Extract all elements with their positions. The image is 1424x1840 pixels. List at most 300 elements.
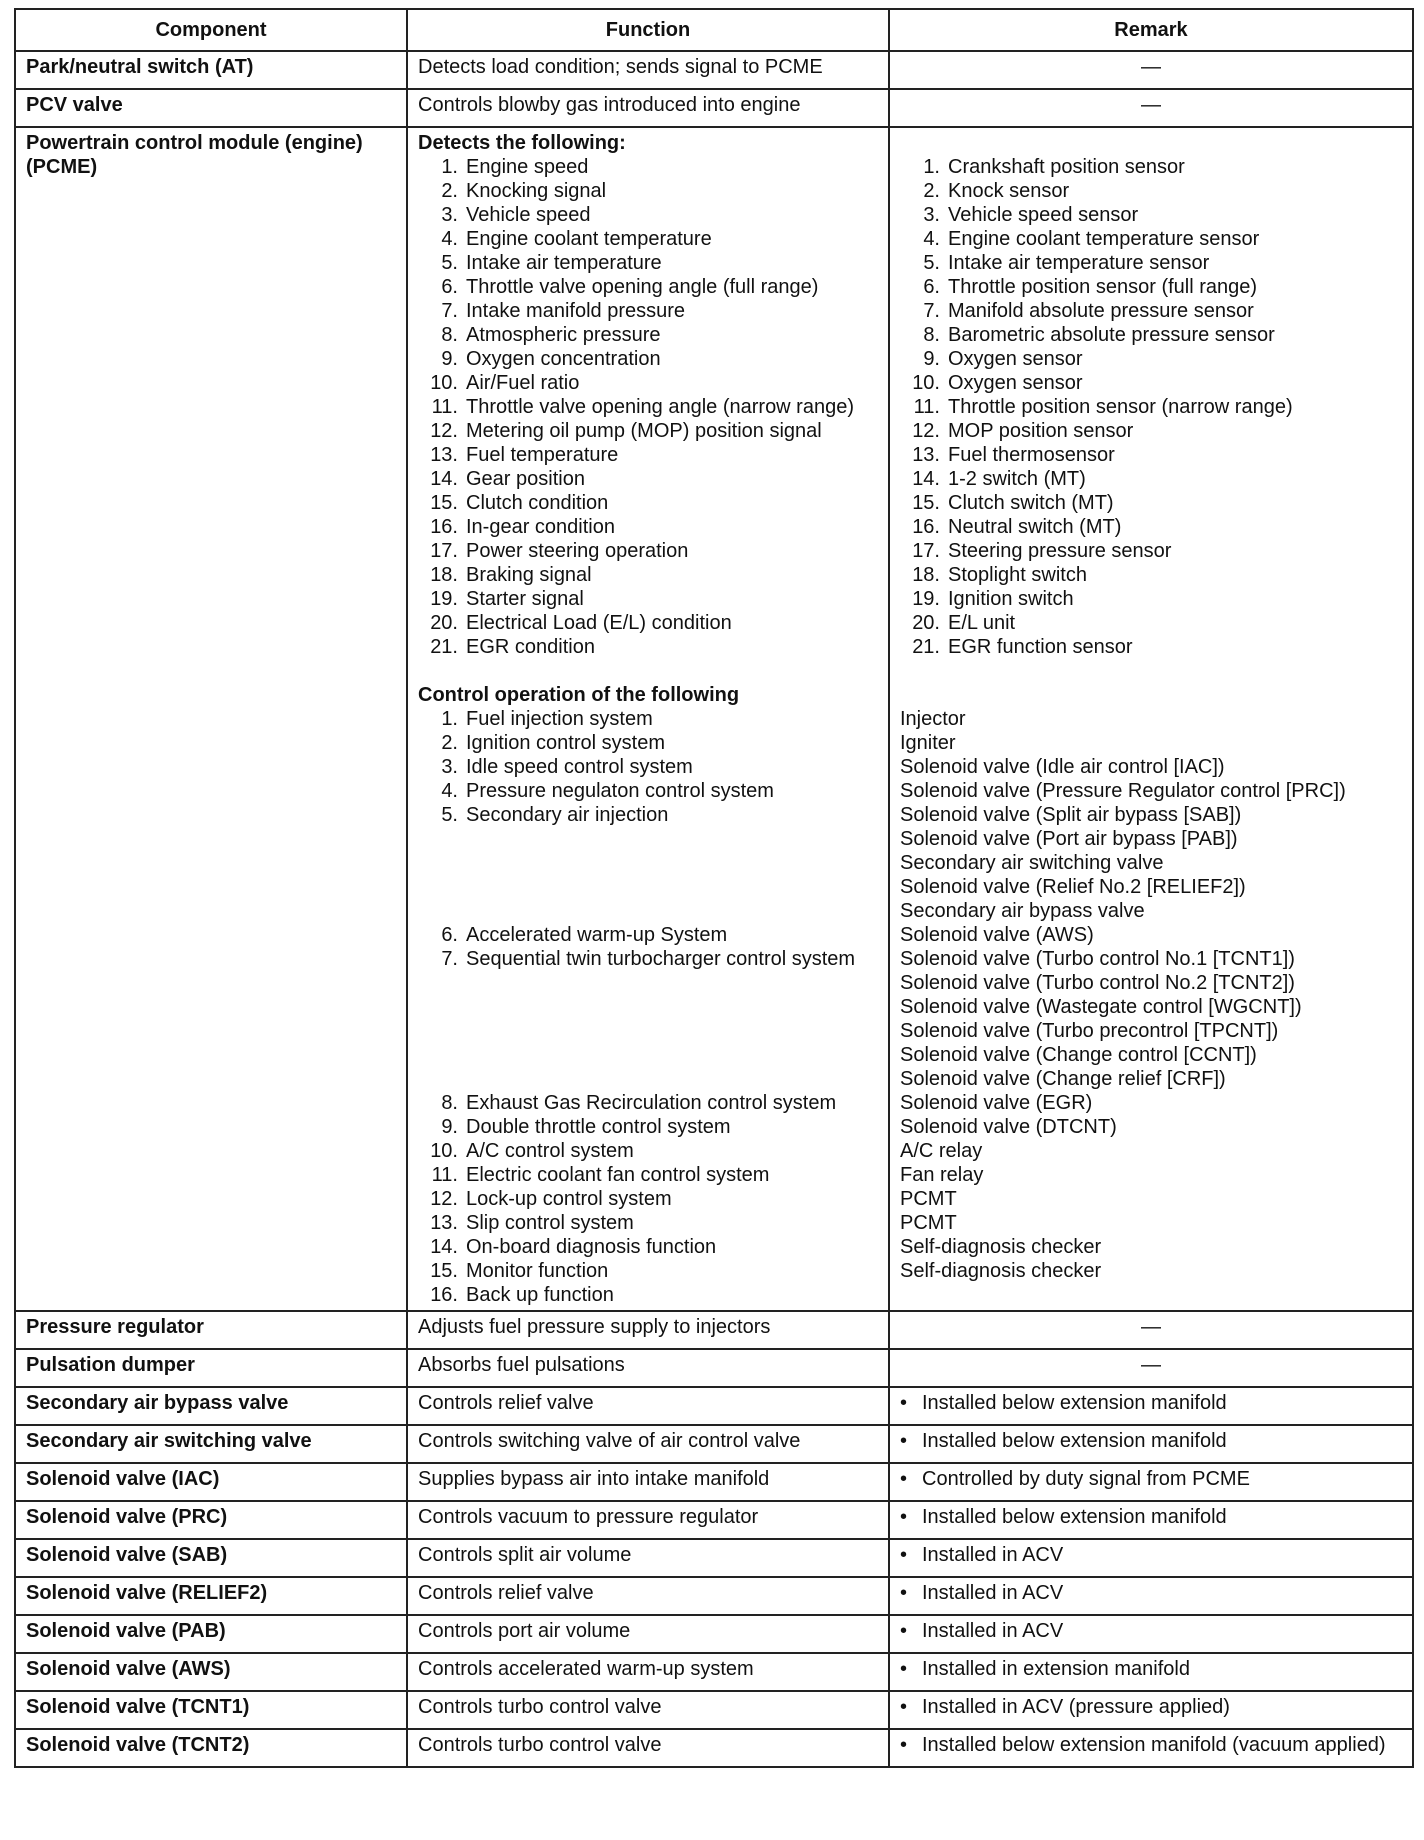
item-number: 14. (912, 468, 940, 490)
item-number: 17. (912, 540, 940, 562)
function-cell: Controls split air volume (407, 1539, 889, 1577)
table-row (15, 1615, 1413, 1653)
control-remark: A/C relay (900, 1140, 983, 1162)
item-number: 10. (430, 372, 458, 394)
control-function: Exhaust Gas Recirculation control system (466, 1092, 837, 1114)
control-remark: Igniter (900, 732, 956, 754)
control-item (418, 923, 878, 947)
remark-bullet (900, 1391, 1402, 1415)
remark-text: Installed in ACV (922, 1544, 1064, 1566)
detect-item (418, 275, 878, 299)
control-remark: Solenoid valve (Change relief [CRF]) (900, 1068, 1226, 1090)
detect-item (418, 467, 878, 491)
control-function: Back up function (466, 1284, 614, 1306)
control-remark: Solenoid valve (Relief No.2 [RELIEF2]) (900, 876, 1246, 898)
function-cell: Controls relief valve (407, 1577, 889, 1615)
table-row (15, 1349, 1413, 1387)
item-number: 2. (441, 180, 458, 202)
component-cell: PCV valve (15, 89, 407, 127)
control-remark: PCMT (900, 1212, 957, 1234)
function-cell: Adjusts fuel pressure supply to injectors (407, 1311, 889, 1349)
control-remark-group (900, 1235, 1402, 1259)
detect-remark (900, 323, 1402, 347)
control-remark-group (900, 779, 1402, 803)
pcme-function (407, 127, 889, 1311)
control-remark: Solenoid valve (Wastegate control [WGCNT]) (900, 996, 1302, 1018)
remark-text: Installed in extension manifold (922, 1658, 1190, 1680)
item-number: 7. (923, 300, 940, 322)
function-cell: Absorbs fuel pulsations (407, 1349, 889, 1387)
detect-item (418, 515, 878, 539)
pcme-row (15, 127, 1413, 1311)
remark-cell: — (889, 1349, 1413, 1387)
remark-cell: — (889, 89, 1413, 127)
detect-remark (900, 467, 1402, 491)
table-row (15, 51, 1413, 89)
control-remark-group (900, 1259, 1402, 1283)
item-number: 2. (923, 180, 940, 202)
detects-heading: Detects the following: (418, 132, 626, 154)
control-remark-group (900, 1163, 1402, 1187)
function-cell: Controls blowby gas introduced into engine (407, 89, 889, 127)
bullet-icon: • (900, 1392, 908, 1414)
remark-bullet (900, 1619, 1402, 1643)
detect-remark (900, 539, 1402, 563)
item-number: 1. (441, 156, 458, 178)
control-remark: Solenoid valve (Turbo precontrol [TPCNT]) (900, 1020, 1279, 1042)
item-number: 3. (923, 204, 940, 226)
remark-bullet (900, 1467, 1402, 1491)
detect-function: Power steering operation (466, 540, 689, 562)
remark-cell (889, 1425, 1413, 1463)
component-table (14, 8, 1414, 1768)
detect-function: Intake air temperature (466, 252, 662, 274)
detect-item (418, 539, 878, 563)
table-row (15, 1501, 1413, 1539)
item-number: 16. (430, 516, 458, 538)
table-row (15, 1577, 1413, 1615)
detect-item (418, 587, 878, 611)
item-number: 7. (441, 300, 458, 322)
control-remark-group (900, 755, 1402, 779)
remark-bullet (900, 1657, 1402, 1681)
control-item (418, 947, 878, 1091)
control-item (418, 731, 878, 755)
bullet-icon: • (900, 1734, 908, 1756)
function-cell: Detects load condition; sends signal to PCME (407, 51, 889, 89)
item-number: 10. (912, 372, 940, 394)
item-number: 12. (430, 420, 458, 442)
item-number: 16. (430, 1284, 458, 1306)
item-number: 7. (441, 948, 458, 970)
table-row (15, 1729, 1413, 1767)
detect-item (418, 251, 878, 275)
component-cell: Solenoid valve (PRC) (15, 1501, 407, 1539)
header-function: Function (407, 9, 889, 51)
control-function: Electric coolant fan control system (466, 1164, 770, 1186)
control-item (418, 1211, 878, 1235)
detect-remark (900, 275, 1402, 299)
remark-bullet (900, 1733, 1402, 1757)
detect-function: Knocking signal (466, 180, 607, 202)
detect-sensor: Neutral switch (MT) (948, 516, 1122, 538)
table-row (15, 1311, 1413, 1349)
detect-function: Oxygen concentration (466, 348, 661, 370)
remark-bullet (900, 1429, 1402, 1453)
detect-item (418, 419, 878, 443)
function-cell: Controls relief valve (407, 1387, 889, 1425)
function-cell: Controls vacuum to pressure regulator (407, 1501, 889, 1539)
detect-item (418, 395, 878, 419)
remark-cell (889, 1539, 1413, 1577)
function-cell: Controls switching valve of air control valve (407, 1425, 889, 1463)
item-number: 21. (430, 636, 458, 658)
detect-sensor: Oxygen sensor (948, 372, 1083, 394)
item-number: 16. (912, 516, 940, 538)
header-component: Component (15, 9, 407, 51)
control-function: Slip control system (466, 1212, 634, 1234)
control-function: Fuel injection system (466, 708, 653, 730)
remark-bullet (900, 1695, 1402, 1719)
remark-cell (889, 1615, 1413, 1653)
detect-item (418, 371, 878, 395)
item-number: 13. (430, 1212, 458, 1234)
function-cell: Controls port air volume (407, 1615, 889, 1653)
item-number: 20. (912, 612, 940, 634)
header-row (15, 9, 1413, 51)
detect-remark (900, 563, 1402, 587)
item-number: 6. (923, 276, 940, 298)
remark-cell (889, 1577, 1413, 1615)
control-remark-group (900, 803, 1402, 923)
component-cell: Solenoid valve (RELIEF2) (15, 1577, 407, 1615)
item-number: 5. (441, 252, 458, 274)
detect-sensor: MOP position sensor (948, 420, 1134, 442)
control-remark: Solenoid valve (Pressure Regulator control [PRC]) (900, 780, 1346, 802)
control-item (418, 779, 878, 803)
remark-bullet (900, 1505, 1402, 1529)
item-number: 2. (441, 732, 458, 754)
table-row (15, 1539, 1413, 1577)
item-number: 5. (441, 804, 458, 826)
remark-cell (889, 1653, 1413, 1691)
control-remark-group (900, 1283, 1402, 1307)
table-row (15, 1653, 1413, 1691)
item-number: 11. (913, 396, 940, 418)
detect-function: Braking signal (466, 564, 592, 586)
detect-sensor: 1-2 switch (MT) (948, 468, 1086, 490)
detect-function: Air/Fuel ratio (466, 372, 580, 394)
control-remark-group (900, 947, 1402, 1091)
remark-bullet (900, 1543, 1402, 1567)
detect-function: Starter signal (466, 588, 584, 610)
item-number: 13. (430, 444, 458, 466)
remark-cell: — (889, 51, 1413, 89)
item-number: 1. (923, 156, 940, 178)
detect-sensor: Throttle position sensor (narrow range) (948, 396, 1293, 418)
bullet-icon: • (900, 1696, 908, 1718)
control-function: Double throttle control system (466, 1116, 731, 1138)
control-function: On-board diagnosis function (466, 1236, 717, 1258)
detect-function: Gear position (466, 468, 585, 490)
item-number: 15. (430, 1260, 458, 1282)
detect-sensor: Engine coolant temperature sensor (948, 228, 1260, 250)
remark-cell: — (889, 1311, 1413, 1349)
component-cell: Solenoid valve (AWS) (15, 1653, 407, 1691)
function-cell: Controls turbo control valve (407, 1729, 889, 1767)
item-number: 14. (430, 1236, 458, 1258)
control-item (418, 1091, 878, 1115)
detect-sensor: Knock sensor (948, 180, 1070, 202)
remark-text: Installed in ACV (922, 1582, 1064, 1604)
remark-cell (889, 1691, 1413, 1729)
component-cell: Solenoid valve (TCNT1) (15, 1691, 407, 1729)
detect-remark (900, 635, 1402, 659)
detect-item (418, 611, 878, 635)
control-item (418, 1139, 878, 1163)
detect-remark (900, 443, 1402, 467)
table-row (15, 1425, 1413, 1463)
control-remark-group (900, 1211, 1402, 1235)
control-item (418, 1163, 878, 1187)
item-number: 11. (431, 396, 458, 418)
detect-sensor: Fuel thermosensor (948, 444, 1115, 466)
item-number: 9. (441, 348, 458, 370)
bullet-icon: • (900, 1658, 908, 1680)
detect-function: In-gear condition (466, 516, 615, 538)
detect-item (418, 203, 878, 227)
detect-sensor: Barometric absolute pressure sensor (948, 324, 1275, 346)
control-remark-group (900, 1139, 1402, 1163)
control-remark-group (900, 1187, 1402, 1211)
control-function: Idle speed control system (466, 756, 693, 778)
detect-sensor: Vehicle speed sensor (948, 204, 1139, 226)
detect-remark (900, 419, 1402, 443)
remark-text: Installed below extension manifold (922, 1392, 1227, 1414)
bullet-icon: • (900, 1468, 908, 1490)
table-row (15, 1691, 1413, 1729)
header-remark: Remark (889, 9, 1413, 51)
detect-remark (900, 179, 1402, 203)
detect-remark (900, 371, 1402, 395)
item-number: 3. (441, 756, 458, 778)
control-remark: Secondary air bypass valve (900, 900, 1145, 922)
item-number: 21. (912, 636, 940, 658)
function-cell: Controls turbo control valve (407, 1691, 889, 1729)
detect-item (418, 227, 878, 251)
component-cell: Solenoid valve (TCNT2) (15, 1729, 407, 1767)
control-remark: Solenoid valve (Turbo control No.2 [TCNT2]) (900, 972, 1295, 994)
control-heading: Control operation of the following (418, 684, 740, 706)
item-number: 4. (441, 780, 458, 802)
control-item (418, 755, 878, 779)
detect-item (418, 299, 878, 323)
component-cell: Pulsation dumper (15, 1349, 407, 1387)
detect-function: Engine speed (466, 156, 589, 178)
function-cell: Controls accelerated warm-up system (407, 1653, 889, 1691)
item-number: 8. (441, 1092, 458, 1114)
detect-remark (900, 611, 1402, 635)
control-remark-group (900, 1115, 1402, 1139)
control-item (418, 1283, 878, 1307)
item-number: 4. (441, 228, 458, 250)
control-remark: Solenoid valve (EGR) (900, 1092, 1093, 1114)
item-number: 9. (441, 1116, 458, 1138)
bullet-icon: • (900, 1544, 908, 1566)
detect-remark (900, 227, 1402, 251)
detect-sensor: Ignition switch (948, 588, 1074, 610)
detect-remark (900, 155, 1402, 179)
detect-function: Throttle valve opening angle (narrow range) (466, 396, 854, 418)
control-item (418, 1235, 878, 1259)
item-number: 15. (430, 492, 458, 514)
detect-item (418, 563, 878, 587)
item-number: 8. (923, 324, 940, 346)
control-remark: Solenoid valve (Idle air control [IAC]) (900, 756, 1225, 778)
item-number: 12. (912, 420, 940, 442)
control-function: Ignition control system (466, 732, 665, 754)
control-remark: Solenoid valve (Split air bypass [SAB]) (900, 804, 1242, 826)
detect-sensor: Crankshaft position sensor (948, 156, 1185, 178)
control-remark: Self-diagnosis checker (900, 1236, 1102, 1258)
detect-item (418, 635, 878, 659)
detect-sensor: Oxygen sensor (948, 348, 1083, 370)
item-number: 17. (430, 540, 458, 562)
item-number: 12. (430, 1188, 458, 1210)
detect-item (418, 347, 878, 371)
item-number: 10. (430, 1140, 458, 1162)
document-page (14, 8, 1412, 1834)
function-cell: Supplies bypass air into intake manifold (407, 1463, 889, 1501)
detect-function: Vehicle speed (466, 204, 591, 226)
item-number: 15. (912, 492, 940, 514)
item-number: 5. (923, 252, 940, 274)
control-function: A/C control system (466, 1140, 634, 1162)
component-cell: Pressure regulator (15, 1311, 407, 1349)
detect-function: Atmospheric pressure (466, 324, 661, 346)
control-remark-group (900, 731, 1402, 755)
control-function: Lock-up control system (466, 1188, 672, 1210)
control-remark: Secondary air switching valve (900, 852, 1164, 874)
control-item (418, 707, 878, 731)
detect-function: Throttle valve opening angle (full range) (466, 276, 819, 298)
table-row (15, 1387, 1413, 1425)
control-item (418, 1115, 878, 1139)
detect-function: Engine coolant temperature (466, 228, 712, 250)
detect-function: Electrical Load (E/L) condition (466, 612, 732, 634)
component-cell: Solenoid valve (IAC) (15, 1463, 407, 1501)
item-number: 14. (430, 468, 458, 490)
remark-text: Installed below extension manifold (922, 1430, 1227, 1452)
item-number: 9. (923, 348, 940, 370)
remark-text: Installed in ACV (pressure applied) (922, 1696, 1230, 1718)
detect-sensor: EGR function sensor (948, 636, 1133, 658)
pcme-remark (889, 127, 1413, 1311)
control-remark: Solenoid valve (DTCNT) (900, 1116, 1117, 1138)
control-remark-group (900, 1091, 1402, 1115)
component-cell: Secondary air switching valve (15, 1425, 407, 1463)
detect-remark (900, 251, 1402, 275)
control-function: Monitor function (466, 1260, 609, 1282)
control-function: Sequential twin turbocharger control system (466, 948, 856, 970)
item-number: 6. (441, 924, 458, 946)
bullet-icon: • (900, 1506, 908, 1528)
detect-sensor: Manifold absolute pressure sensor (948, 300, 1254, 322)
item-number: 3. (441, 204, 458, 226)
detect-function: Metering oil pump (MOP) position signal (466, 420, 822, 442)
component-cell: Solenoid valve (SAB) (15, 1539, 407, 1577)
detect-remark (900, 587, 1402, 611)
control-remark: Solenoid valve (Turbo control No.1 [TCNT1]) (900, 948, 1295, 970)
component-cell: Park/neutral switch (AT) (15, 51, 407, 89)
detect-item (418, 323, 878, 347)
remark-text: Installed in ACV (922, 1620, 1064, 1642)
detect-remark (900, 203, 1402, 227)
item-number: 1. (441, 708, 458, 730)
control-remark: Injector (900, 708, 966, 730)
item-number: 13. (912, 444, 940, 466)
remark-text: Installed below extension manifold (vacuum applied) (922, 1734, 1386, 1756)
detect-sensor: Throttle position sensor (full range) (948, 276, 1258, 298)
item-number: 18. (912, 564, 940, 586)
item-number: 8. (441, 324, 458, 346)
detect-item (418, 443, 878, 467)
control-remark-group (900, 923, 1402, 947)
detect-sensor: E/L unit (948, 612, 1016, 634)
detect-remark (900, 395, 1402, 419)
component-cell: Solenoid valve (PAB) (15, 1615, 407, 1653)
control-item (418, 1187, 878, 1211)
item-number: 19. (912, 588, 940, 610)
detect-function: Fuel temperature (466, 444, 619, 466)
control-remark: Self-diagnosis checker (900, 1260, 1102, 1282)
item-number: 19. (430, 588, 458, 610)
control-remark-group (900, 707, 1402, 731)
remark-cell (889, 1463, 1413, 1501)
control-item (418, 803, 878, 923)
item-number: 20. (430, 612, 458, 634)
control-remark: Solenoid valve (Change control [CCNT]) (900, 1044, 1257, 1066)
control-function: Pressure negulaton control system (466, 780, 774, 802)
detect-remark (900, 347, 1402, 371)
pcme-component: Powertrain control module (engine) (PCME) (15, 127, 407, 1311)
remark-cell (889, 1501, 1413, 1539)
detect-sensor: Clutch switch (MT) (948, 492, 1114, 514)
bullet-icon: • (900, 1430, 908, 1452)
remark-text: Controlled by duty signal from PCME (922, 1468, 1250, 1490)
item-number: 11. (431, 1164, 458, 1186)
detect-sensor: Intake air temperature sensor (948, 252, 1210, 274)
remark-cell (889, 1387, 1413, 1425)
detect-remark (900, 515, 1402, 539)
control-function: Accelerated warm-up System (466, 924, 728, 946)
detect-item (418, 179, 878, 203)
remark-bullet (900, 1581, 1402, 1605)
detect-sensor: Stoplight switch (948, 564, 1087, 586)
control-remark: Solenoid valve (Port air bypass [PAB]) (900, 828, 1238, 850)
item-number: 18. (430, 564, 458, 586)
bullet-icon: • (900, 1620, 908, 1642)
detect-function: EGR condition (466, 636, 595, 658)
item-number: 4. (923, 228, 940, 250)
table-row (15, 89, 1413, 127)
detect-function: Clutch condition (466, 492, 609, 514)
detect-sensor: Steering pressure sensor (948, 540, 1172, 562)
remark-cell (889, 1729, 1413, 1767)
detect-remark (900, 299, 1402, 323)
control-item (418, 1259, 878, 1283)
remark-text: Installed below extension manifold (922, 1506, 1227, 1528)
